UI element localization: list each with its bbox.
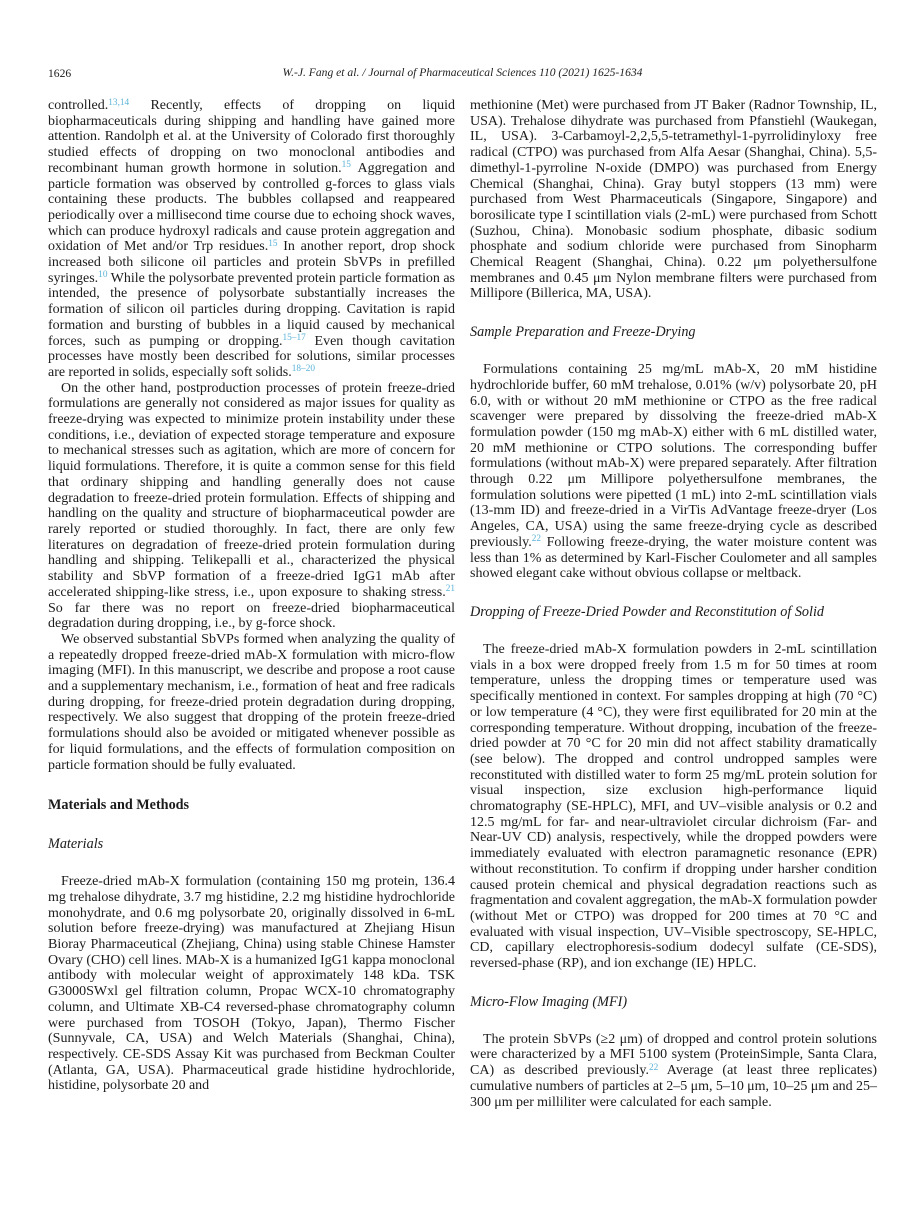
citation-reference-link[interactable]: 10	[98, 270, 108, 281]
page-header	[48, 66, 877, 82]
body-paragraph: Freeze-dried mAb-X formulation (containing 150 mg protein, 136.4 mg trehalose dihydrate, 3.7 mg histidine, 2.2 mg histidine hydrochloride monohydrate, and 0.6 mg polysorbate 20, originally dissolved in 6-mL solution before freeze-drying) was manufactured at Zhejiang Hisun Bioray Pharmaceutical (Zhejiang, China) using stable Chinese Hamster Ovary (CHO) cell lines. MAb-X is a humanized IgG1 kappa monoclonal antibody with molecular weight of approximately 148 kDa. TSK G3000SWxl gel filtration column, Propac WCX-10 chromatography column, and Ultimate XB-C4 reversed-phase chromatography column were purchased from TOSOH (Tokyo, Japan), Thermo Fischer (Sunnyvale, CA, USA) and Welch Materials (Shanghai, China), respectively. CE-SDS Assay Kit was purchased from Beckman Coulter (Atlanta, GA, USA). Pharmaceutical grade histidine hydrochloride, histidine, polysorbate 20 and	[48, 874, 455, 1094]
two-column-body	[48, 98, 878, 1110]
body-paragraph: controlled.$^{13,14}$ Recently, effects of dropping on liquid biopharmaceuticals during shipping and handling have gained more attention. Randolph et al. at the University of Colorado first thoroughly studied effects of dropping on two monoclonal antibodies and recombinant human growth hormone in solution.$^{15}$ Aggregation and particle formation was observed by controlled g-forces to glass vials containing these products. The bubbles collapsed and reappeared periodically over a millisecond time course due to echoing shock waves, which can produce hydroxyl radicals and cause protein aggregation and oxidation of Met and/or Trp residues.$^{15}$ In another report, drop shock increased both silicone oil particles and protein SbVPs in prefilled syringes.$^{10}$ While the polysorbate prevented protein particle formation as intended, the presence of polysorbate substantially increases the formation of silicon oil particles during dropping. Cavitation is rapid formation and bursting of bubbles in a liquid caused by mechanical forces, such as pumping or dropping.$^{15-17}$ Even though cavitation processes have mostly been described for solutions, similar processes are reported in solids, especially soft solids.$^{18-20}$	[48, 97, 455, 380]
citation-reference-link[interactable]: 21	[445, 584, 455, 595]
citation-reference-link[interactable]: 22	[531, 534, 541, 545]
running-head: W.-J. Fang et al. / Journal of Pharmaceutical Sciences 110 (2021) 1625-1634	[282, 66, 643, 79]
right-column	[470, 98, 877, 1110]
body-paragraph: Formulations containing 25 mg/mL mAb-X, 20 mM histidine hydrochloride buffer, 60 mM trehalose, 0.01% (w/v) polysorbate 20, pH 6.0, with or without 20 mM methionine or CTPO as the free radical scavenger were prepared by dissolving the freeze-dried mAb-X formulation powder (150 mg mAb-X) either with 6 mL distilled water, 20 mM methionine or CTPO solutions. The corresponding buffer formulations (without mAb-X) were prepared separately. After filtration through 0.22 μm Millipore polyethersulfone membranes, the formulation solutions were pipetted (1 mL) into 2-mL scintillation vials (13-mm ID) and freeze-dried in a VirTis AdVantage freeze-dryer (Los Angeles, CA, USA) using the same freeze-drying cycle as described previously.$^{22}$ Following freeze-drying, the water moisture content was less than 1% as determined by Karl-Fischer Coulometer and all samples showed elegant cake without obvious collapse or meltback.	[470, 362, 877, 582]
citation-reference-link[interactable]: 13,14	[108, 97, 130, 108]
section-heading: Materials and Methods	[48, 797, 190, 814]
page-number: 1626	[48, 67, 72, 80]
body-paragraph: The protein SbVPs (≥2 μm) of dropped and control protein solutions were characterized by a MFI 5100 system (ProteinSimple, Santa Clara, CA) as described previously.$^{22}$ Average (at least three replicates) cumulative numbers of particles at 2–5 μm, 5–10 μm, 10–25 μm and 25–300 μm per milliliter were calculated for each sample.	[470, 1031, 877, 1110]
citation-reference-link[interactable]: 15–17	[282, 333, 306, 344]
subsection-heading: Materials	[48, 836, 104, 853]
subsection-heading: Micro-Flow Imaging (MFI)	[470, 993, 628, 1010]
left-column	[48, 98, 455, 1110]
citation-reference-link[interactable]: 18–20	[291, 364, 315, 375]
citation-reference-link[interactable]: 15	[268, 238, 278, 249]
body-paragraph: The freeze-dried mAb-X formulation powders in 2-mL scintillation vials in a box were dropped freely from 1.5 m for 50 times at room temperature, unless the dropping times or temperature used was specifically mentioned in context. For samples dropping at high (70 °C) or low temperature (4 °C), they were first equilibrated for 20 min at the corresponding temperature. Without dropping, incubation of the freeze-dried powder at 70 °C for 20 min did not affect stability dramatically (see below). The dropped and control undropped samples were reconstituted with distilled water to form 25 mg/mL protein solution for visual inspection, size exclusion high-performance liquid chromatography (SE-HPLC), MFI, and UV–visible analysis or 0.2 and 12.5 mg/mL for far- and near-ultraviolet circular dichroism (Far- and Near-UV CD) analysis, respectively, while the dropped powders were immediately evaluated with electron paramagnetic resonance (EPR) without reconstitution. To confirm if dropping under harsher condition caused protein chemical and physical degradation reactions such as fragmentation and covalent aggregation, the mAb-X formulation powder (without Met or CTPO) was dropped for 200 times at 70 °C and evaluated with visual inspection, UV–Visible spectroscopy, SE-HPLC, CD, capillary electrophoresis-sodium dodecyl sulfate (CE-SDS), reversed-phase (RP), and ion exchange (IE) HPLC.	[470, 641, 877, 972]
subsection-heading: Sample Preparation and Freeze-Drying	[470, 324, 696, 341]
citation-reference-link[interactable]: 22	[648, 1062, 659, 1073]
body-paragraph: We observed substantial SbVPs formed when analyzing the quality of a repeatedly dropped freeze-dried mAb-X formulation with micro-flow imaging (MFI). In this manuscript, we describe and propose a root cause and a supplementary mechanism, i.e., formation of heat and free radicals during dropping, for freeze-dried protein degradation during dropping, respectively. We also suggest that dropping of the protein freeze-dried formulations should also be avoided or mitigated whenever possible as for liquid formulations, and the effects of formulation composition on particle formation should be fully evaluated.	[48, 631, 455, 773]
body-paragraph: On the other hand, postproduction processes of protein freeze-dried formulations are generally not considered as major issues for quality as freeze-drying was expected to minimize protein instability under these conditions, i.e., deviation of expected storage temperature and exposure to mechanical stresses such as agitation, which are more of concern for liquid formulations. Therefore, it is quite a common sense for this field that ordinary shipping and handling generally does not cause degradation to freeze-dried protein formulation. Effects of shipping and handling on the quality and structure of biopharmaceutical powder are rarely reported or studied thoroughly. In fact, there are only few literatures on degradation of freeze-dried protein formulation during handling and shipping. Telikepalli et al., characterized the physical stability and SbVP formation of a freeze-dried IgG1 mAb after accelerated shipping-like stress, i.e., upon exposure to shaking stress.$^{21}$ So far there was no report on freeze-dried biopharmaceutical degradation during dropping, i.e., by g-force shock.	[48, 380, 455, 632]
body-paragraph: methionine (Met) were purchased from JT Baker (Radnor Township, IL, USA). Trehalose dihydrate was purchased from Pfanstiehl (Waukegan, IL, USA). 3-Carbamoyl-2,2,5,5-tetramethyl-1-pyrrolidinyloxy free radical (CTPO) was purchased from Alfa Aesar (Shanghai, China). 5,5-dimethyl-1-pyrroline N-oxide (DMPO) was purchased from Energy Chemical (Shanghai, China). Gray butyl stoppers (13 mm) were purchased from West Pharmaceuticals (Singapore, Singapore) and borosilicate type I scintillation vials (2-mL) were purchased from Schott (Suzhou, China). Monobasic sodium phosphate, dibasic sodium phosphate and sodium chloride were purchased from Sinopharm Chemical Reagent (Shanghai, China). 0.22 μm polyethersulfone membranes and 0.45 μm Nylon membrane filters were purchased from Millipore (Billerica, MA, USA).	[470, 98, 877, 302]
citation-reference-link[interactable]: 15	[341, 160, 351, 171]
subsection-heading: Dropping of Freeze-Dried Powder and Reconstitution of Solid	[470, 603, 824, 620]
